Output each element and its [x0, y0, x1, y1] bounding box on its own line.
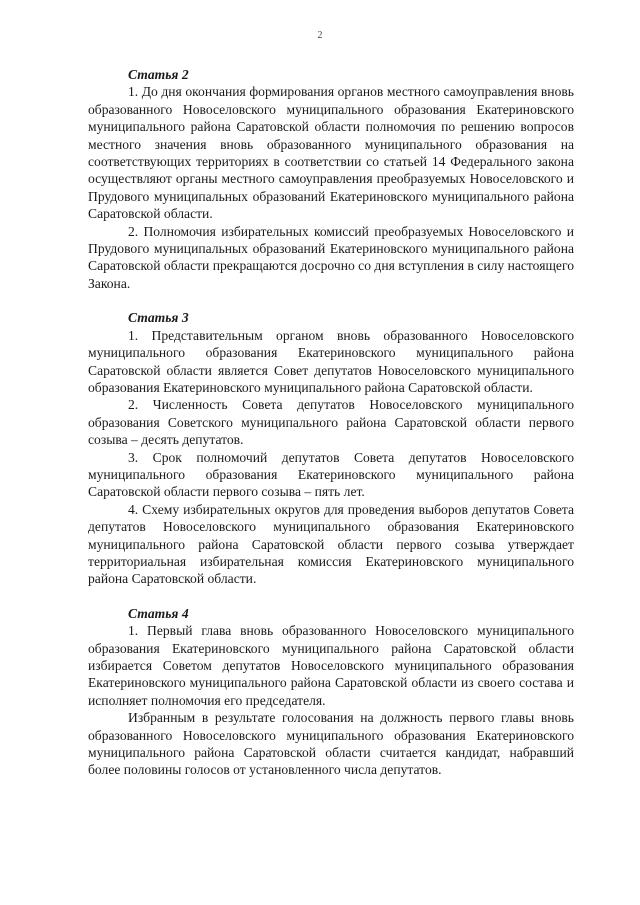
article-heading: Статья 2: [128, 67, 189, 82]
article-paragraph: 2. Полномочия избирательных комиссий преобразуемых Новоселовского и Прудового муниципальных образований Екатериновского муниципального района Саратовской области прекращаются досрочно со дня вступления в силу настоящего Закона.: [88, 223, 575, 291]
article-heading: Статья 3: [128, 310, 189, 326]
article-3: [88, 309, 574, 588]
article-paragraph: Избранным в результате голосования на должность первого главы вновь образованного Новоселовского муниципального образования Екатериновского муниципального района Саратовской области считается кандидат, набравший более половины голосов от установленного числа депутатов.: [88, 710, 574, 778]
article-2: [88, 66, 574, 292]
document-body: [88, 66, 574, 796]
article-paragraph: 1. Первый глава вновь образованного Новоселовского муниципального образования Екатериновского муниципального района Саратовской области избирается Советом депутатов Новоселовского муниципального образования Екатериновского муниципального района Саратовской области из своего состава и исполняет полномочия его председателя.: [88, 623, 574, 708]
article-paragraph: 3. Срок полномочий депутатов Совета депутатов Новоселовского муниципального образования Екатериновского муниципального района Саратовской области первого созыва – пять лет.: [88, 449, 574, 500]
article-paragraph: 1. Представительным органом вновь образованного Новоселовского муниципального образования Екатериновского муниципального района Саратовской области является Совет депутатов Новоселовского муниципального образования Екатериновского муниципального района Саратовской области.: [88, 327, 574, 395]
article-paragraph: 1. До дня окончания формирования органов местного самоуправления вновь образованного Новоселовского муниципального образования Екатериновского муниципального района Саратовской области полномочия по решению вопросов местного значения вновь образованного муниципального образования на соответствующих территориях в соответствии со статьей 14 Федерального закона осуществляют органы местного самоуправления преобразуемых Новоселовского и Прудового муниципальных образований Екатериновского муниципального района Саратовской области.: [88, 84, 574, 222]
article-paragraph: 4. Схему избирательных округов для проведения выборов депутатов Совета депутатов Новоселовского муниципального образования Екатериновского муниципального района Саратовской области первого созыва утверждает территориальная избирательная комиссия Екатериновского муниципального района Саратовской области.: [88, 501, 574, 587]
article-heading: Статья 4: [128, 605, 189, 621]
article-paragraph: 2. Численность Совета депутатов Новоселовского муниципального образования Советского муниципального района Саратовской области первого созыва – десять депутатов.: [88, 397, 574, 448]
page-number: 2: [317, 30, 323, 41]
article-4: [88, 605, 574, 779]
